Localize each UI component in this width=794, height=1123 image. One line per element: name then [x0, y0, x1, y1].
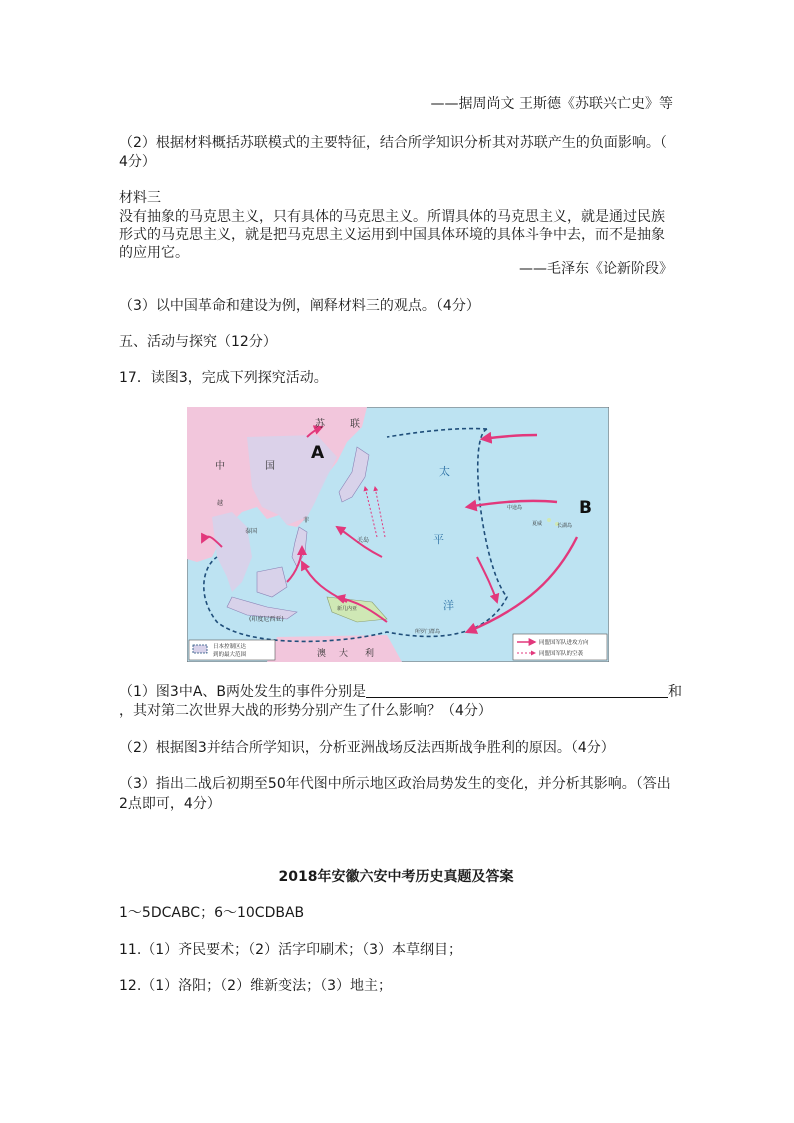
question-17-1-line2: ，其对第二次世界大战的形势分别产生了什么影响？（4分） [119, 703, 492, 719]
legend-right-line1: 同盟国军队进攻方向 [539, 640, 589, 646]
label-aodaliya-ao: 澳 [317, 649, 327, 659]
question-17-1-part1: （1）图3中A、B两处发生的事件分别是 [119, 684, 366, 700]
label-aodaliya-li: 利 [365, 649, 375, 659]
label-taipingyang-tai: 太 [439, 465, 450, 478]
question-2-text-line2: 4分） [119, 154, 156, 170]
answer-multiple-choice: 1～5DCABC；6～10CDBAB [119, 905, 305, 921]
question-17-3-line1: （3）指出二战后初期至50年代图中所示地区政治局势发生的变化，并分析其影响。（答出 [119, 776, 671, 792]
label-suoluomen: 所罗门群岛 [415, 629, 441, 635]
answer-section-title: 2018年安徽六安中考历史真题及答案 [278, 869, 514, 885]
question-17-2-text: （2）根据图3并结合所学知识，分析亚洲战场反法西斯战争胜利的原因。（4分） [119, 740, 615, 756]
question-3-text: （3）以中国革命和建设为例，阐释材料三的观点。（4分） [119, 298, 480, 314]
map-legend-right [513, 634, 607, 660]
answer-blank[interactable] [366, 683, 668, 698]
material-3-line2: 形式的马克思主义，就是把马克思主义运用到中国具体环境的具体斗争中去，而不是抽象 [119, 227, 665, 243]
map-legend-left [189, 640, 275, 660]
label-taipingyang-yang: 洋 [443, 599, 454, 612]
label-aodaliya-da: 大 [339, 649, 349, 659]
label-xini: 新几内亚 [337, 606, 358, 612]
source-citation-1: ——据周尚文 王斯德《苏联兴亡史》等 [430, 96, 673, 112]
label-taiguo: 泰国 [245, 528, 258, 535]
wwii-pacific-map [187, 407, 609, 662]
question-2-text-line1: （2）根据材料概括苏联模式的主要特征，结合所学知识分析其对苏联产生的负面影响。（ [119, 135, 667, 151]
label-sulian-su: 苏 [315, 419, 325, 430]
label-zhongguo-guo: 国 [265, 461, 275, 472]
label-hawaii: 夏威 [532, 521, 543, 527]
answer-11: 11.（1）齐民要术；（2）活字印刷术；（3）本草纲目； [119, 942, 462, 958]
label-sulian-lian: 联 [350, 419, 360, 430]
label-feilvbin: 菲 [303, 517, 310, 524]
legend-left-line2: 到的最大范围 [213, 652, 247, 658]
section-5-heading: 五、活动与探究（12分） [119, 334, 277, 350]
legend-left-line1: 日本控制区达 [213, 644, 247, 650]
label-yinni: (印度尼西亚) [249, 616, 284, 623]
source-citation-2: ——毛泽东《论新阶段》 [519, 261, 673, 277]
legend-right-line2: 同盟国军队的空袭 [539, 651, 584, 657]
question-17-text: 17．读图3，完成下列探究活动。 [119, 370, 328, 386]
label-yuenan: 越 [217, 500, 224, 507]
question-17-1-line1 [119, 683, 682, 702]
question-17-1-part2: 和 [668, 684, 682, 700]
material-3-line1: 没有抽象的马克思主义，只有具体的马克思主义。所谓具体的马克思主义，就是通过民族 [119, 209, 665, 225]
material-3-line3: 的应用它。 [119, 245, 189, 261]
label-taipingyang-ping: 平 [433, 533, 444, 546]
label-changlu: 长湖岛 [557, 523, 573, 529]
material-3-title: 材料三 [119, 190, 161, 206]
label-point-b: B [579, 498, 592, 518]
label-zhongtu: 中途岛 [507, 505, 523, 511]
label-zhongguo-zhong: 中 [215, 461, 225, 472]
label-point-a: A [311, 443, 325, 463]
label-guandao: 关岛 [357, 537, 370, 544]
question-17-3-line2: 2点即可，4分） [119, 796, 221, 812]
answer-12: 12.（1）洛阳；（2）维新变法；（3）地主； [119, 978, 392, 994]
